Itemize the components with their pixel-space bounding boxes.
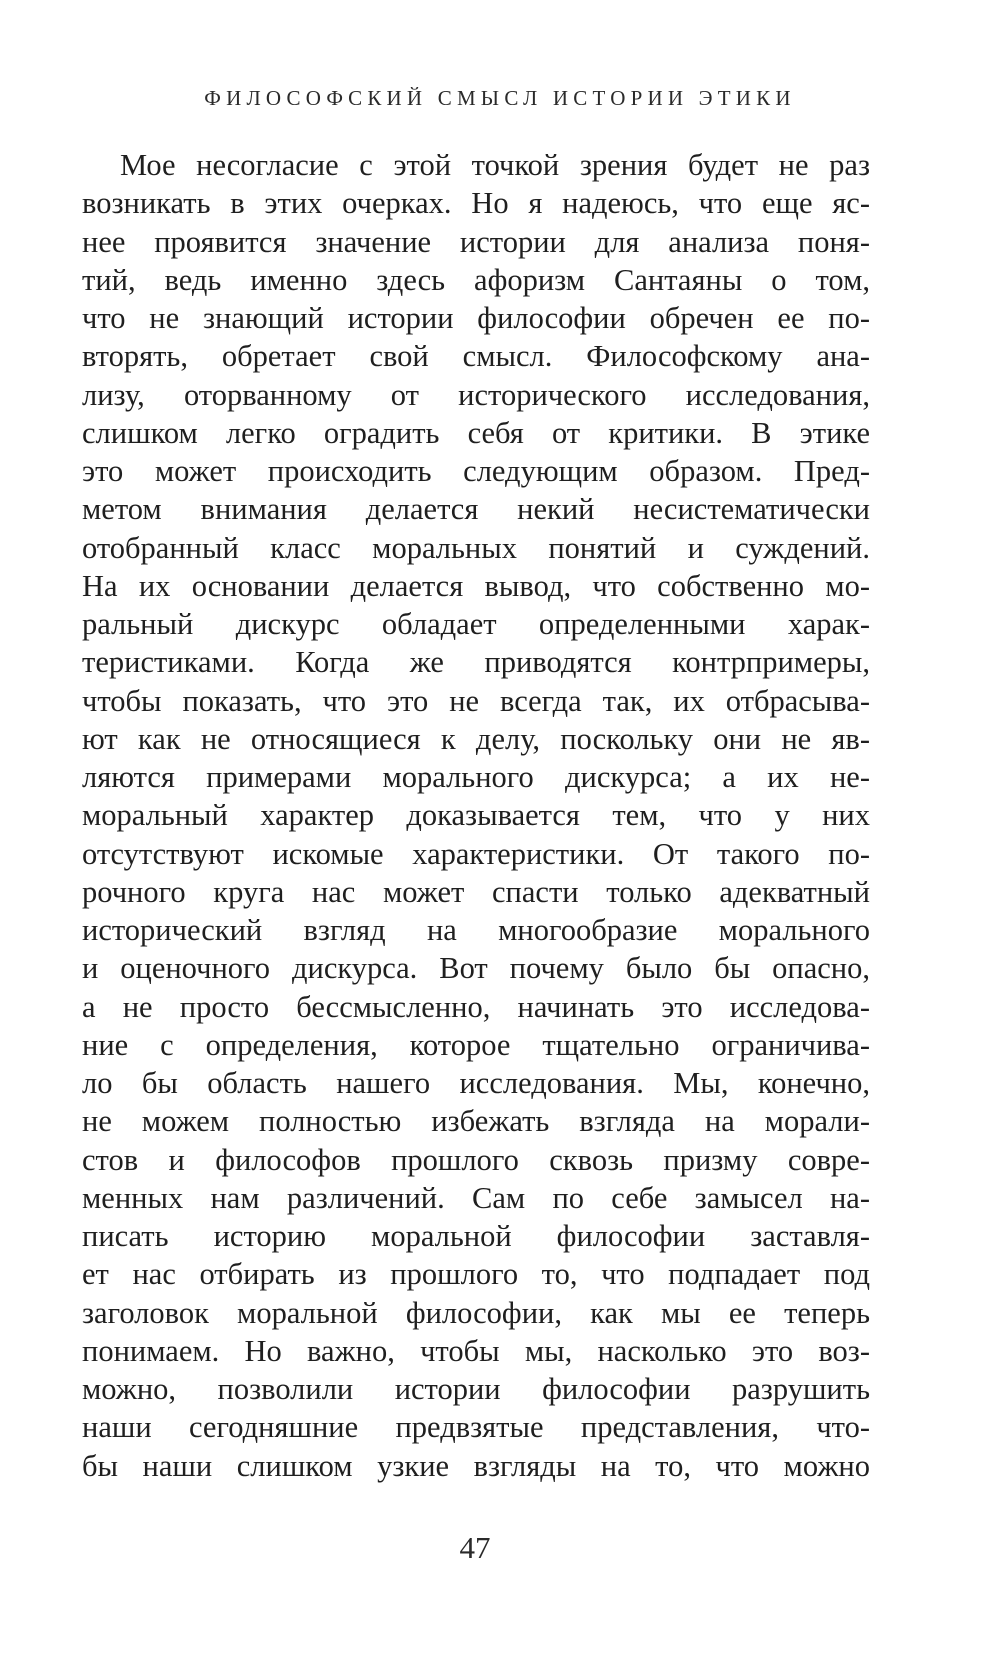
text-line: вторять, обретает свой смысл. Философскому ана- xyxy=(82,339,870,374)
text-line: менных нам различений. Сам по себе замысел на- xyxy=(82,1180,870,1215)
text-line: писать историю моральной философии заставля- xyxy=(82,1219,870,1253)
text-line: отобранный класс моральных понятий и суждений. xyxy=(82,530,870,565)
text-line: ляются примерами морального дискурса; а их не- xyxy=(82,760,870,794)
text-line: стов и философов прошлого сквозь призму совре- xyxy=(82,1142,870,1177)
text-line: лизу, оторванному от исторического исследования, xyxy=(82,377,870,412)
text-line: На их основании делается вывод, что собственно мо- xyxy=(82,568,870,603)
text-line: слишком легко оградить себя от критики. В этике xyxy=(82,415,870,450)
text-line: бы наши слишком узкие взгляды на то, что можно xyxy=(82,1448,870,1483)
text-line: можно, позволили истории философии разрушить xyxy=(82,1372,870,1406)
text-line: наши сегодняшние предвзятые представления, что- xyxy=(82,1410,870,1445)
text-line: нее проявится значение истории для анализа поня- xyxy=(82,224,870,259)
text-line: отсутствуют искомые характеристики. От такого по- xyxy=(82,836,870,871)
text-line: моральный характер доказывается тем, что у них xyxy=(82,798,870,833)
text-line: тий, ведь именно здесь афоризм Сантаяны о том, xyxy=(82,262,870,297)
text-line: ральный дискурс обладает определенными харак- xyxy=(82,607,870,641)
text-line: понимаем. Но важно, чтобы мы, насколько это воз- xyxy=(82,1333,870,1368)
text-line: ет нас отбирать из прошлого то, что подпадает под xyxy=(82,1257,870,1292)
text-line: исторический взгляд на многообразие морального xyxy=(82,913,870,947)
text-line: это может происходить следующим образом. Пред- xyxy=(82,454,870,488)
text-line: рочного круга нас может спасти только адекватный xyxy=(82,874,870,909)
text-line: возникать в этих очерках. Но я надеюсь, что еще яс- xyxy=(82,186,870,221)
text-line: чтобы показать, что это не всегда так, их отбрасыва- xyxy=(82,683,870,718)
text-line: ют как не относящиеся к делу, поскольку они не яв- xyxy=(82,721,870,756)
text-line: Мое несогласие с этой точкой зрения будет не раз xyxy=(120,148,870,182)
text-line: и оценочного дискурса. Вот почему было бы опасно, xyxy=(82,951,870,986)
page-number: 47 xyxy=(459,1530,491,1565)
text-line: что не знающий истории философии обречен ее по- xyxy=(82,301,870,335)
text-line: а не просто бессмысленно, начинать это исследова- xyxy=(82,989,870,1024)
text-line: ло бы область нашего исследования. Мы, конечно, xyxy=(82,1066,870,1100)
body-text xyxy=(82,146,870,1485)
text-line: метом внимания делается некий несистематически xyxy=(82,492,870,527)
text-line: теристиками. Когда же приводятся контрпримеры, xyxy=(82,645,870,680)
running-head: ФИЛОСОФСКИЙ СМЫСЛ ИСТОРИИ ЭТИКИ xyxy=(204,86,796,110)
text-line: ние с определения, которое тщательно ограничива- xyxy=(82,1027,870,1062)
text-line: заголовок моральной философии, как мы ее теперь xyxy=(82,1295,870,1330)
text-line: не можем полностью избежать взгляда на морали- xyxy=(82,1104,870,1139)
